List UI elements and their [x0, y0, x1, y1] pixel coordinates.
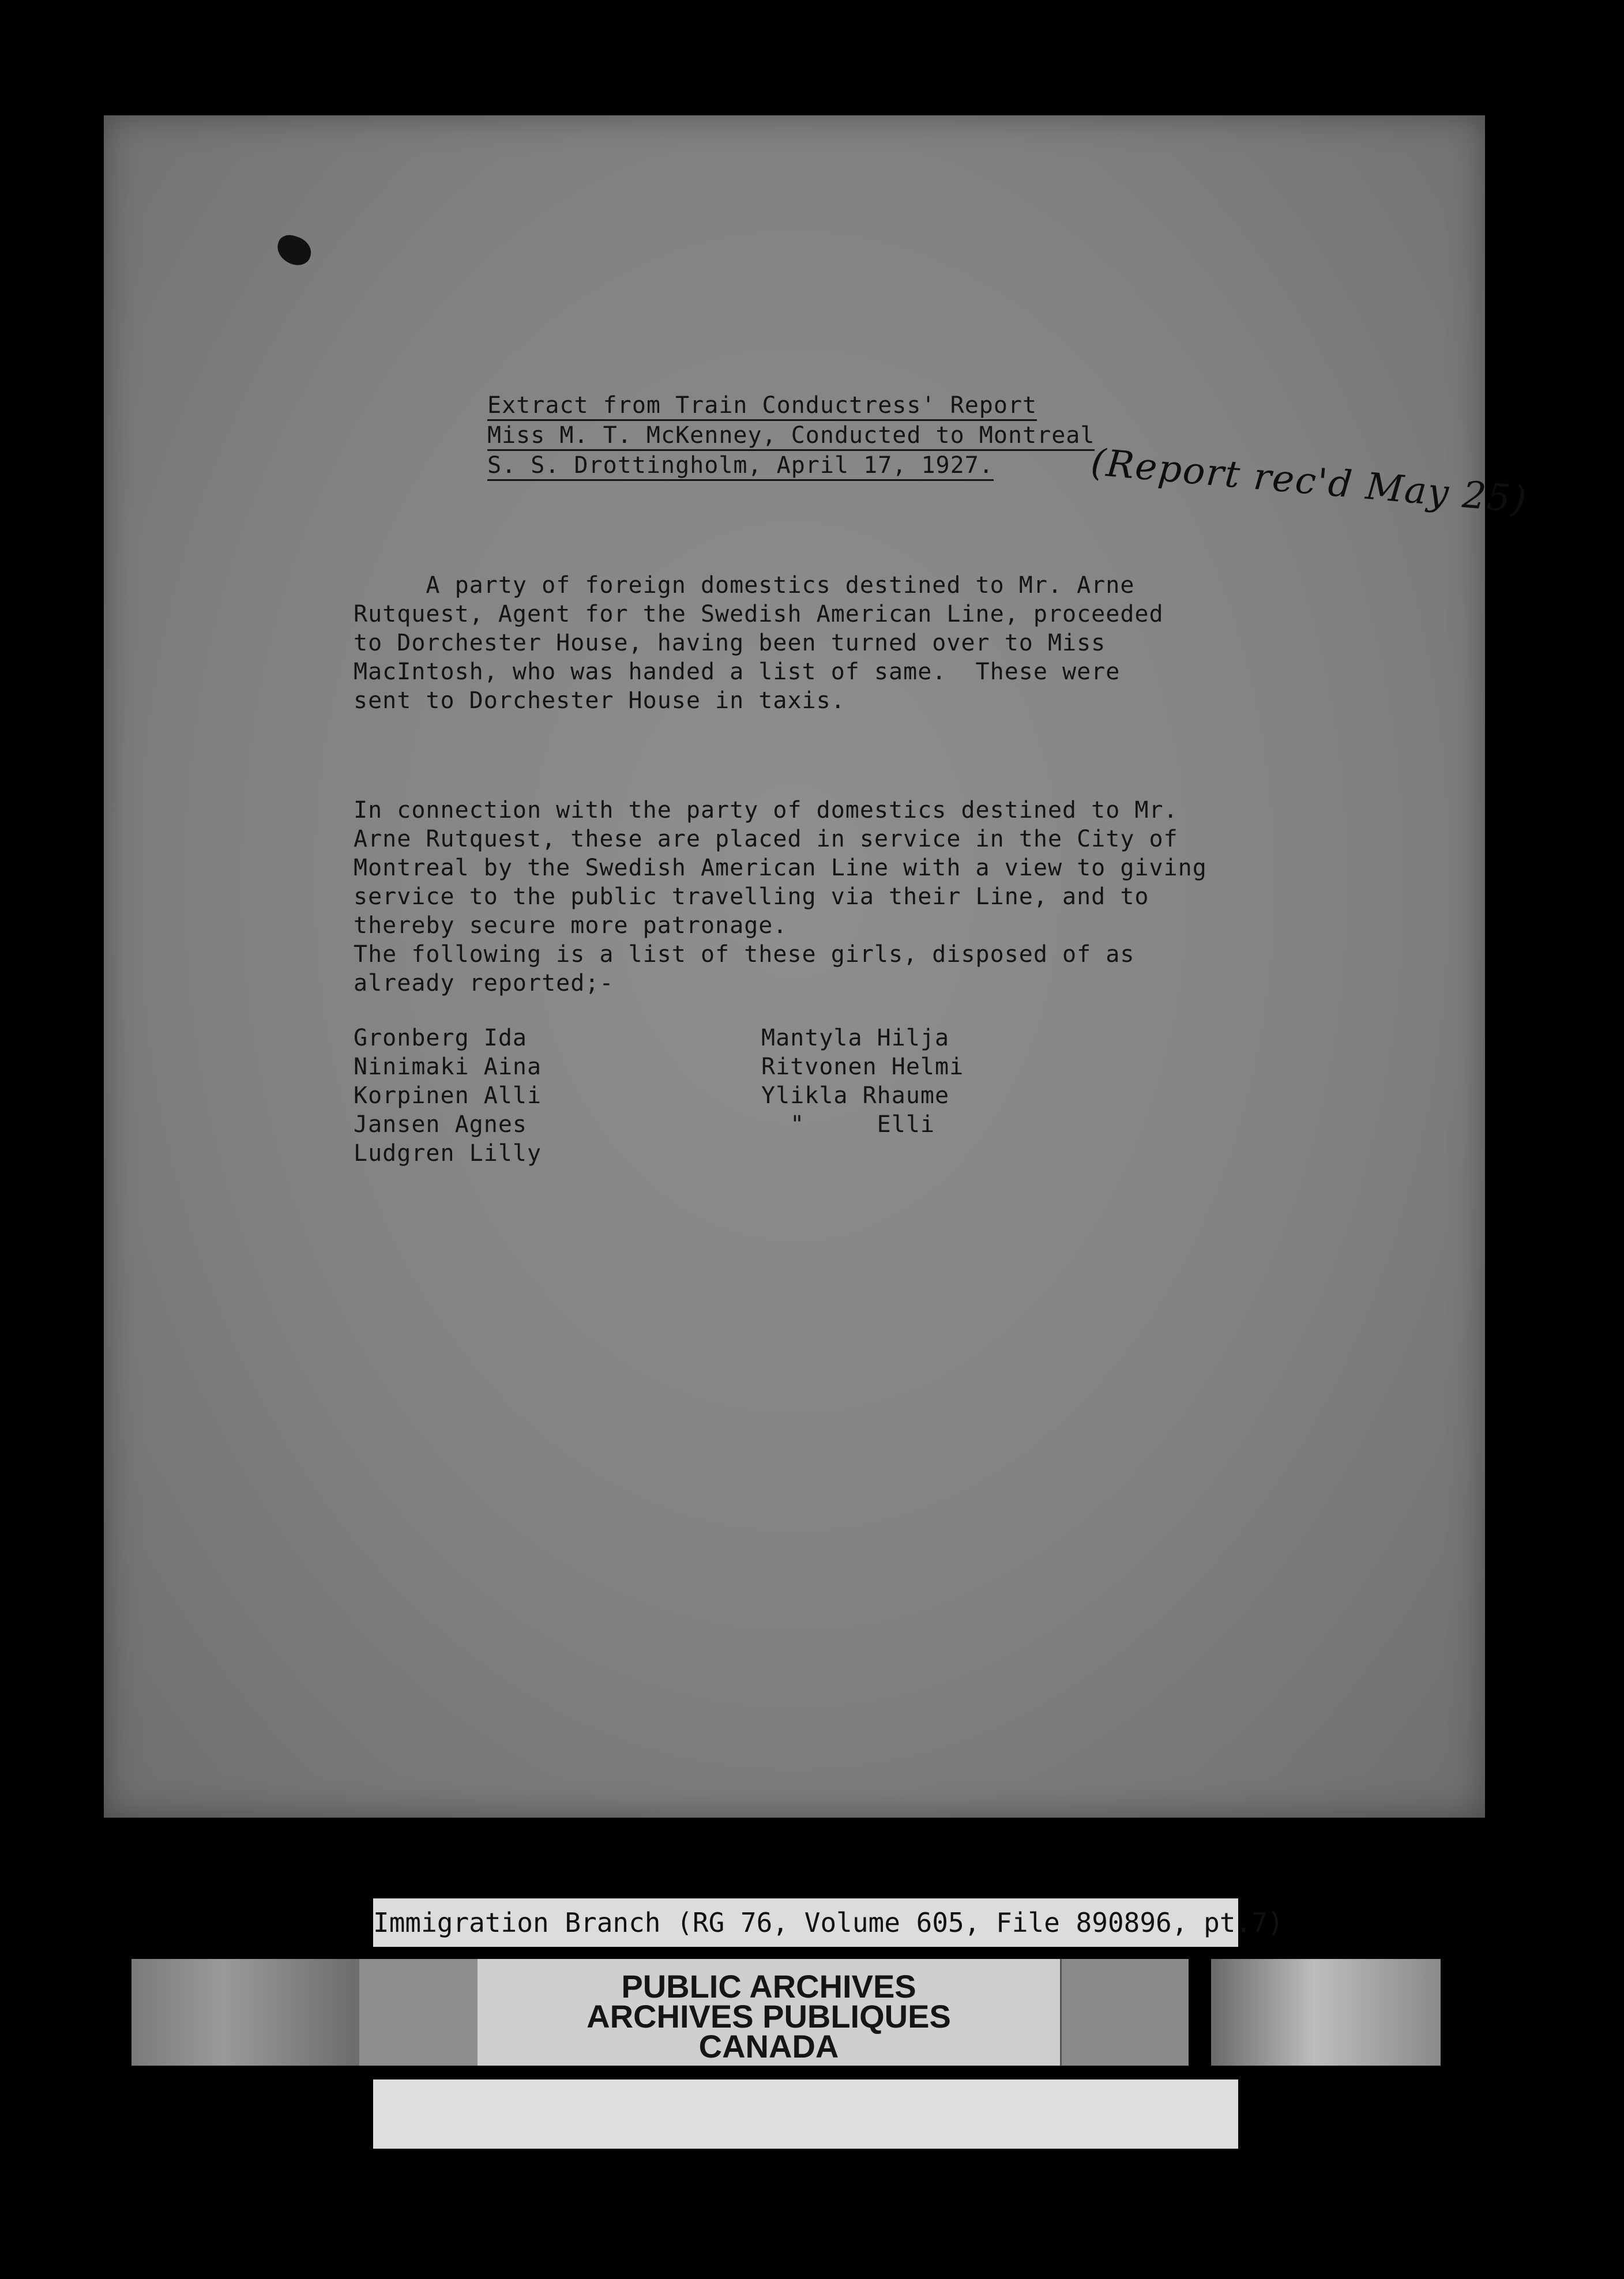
- ink-smudge: [273, 232, 315, 269]
- film-edge-left: [131, 1959, 359, 2066]
- names-list-right: Mantyla Hilja Ritvonen Helmi Ylikla Rhaume " Elli: [761, 1025, 964, 1138]
- header-line-3: S. S. Drottingholm, April 17, 1927.: [487, 452, 994, 481]
- document-page: [104, 115, 1529, 1818]
- header-line-1: Extract from Train Conductress' Report: [487, 392, 1037, 421]
- film-edge-right: [1211, 1959, 1441, 2066]
- names-list-left: Gronberg Ida Ninimaki Aina Korpinen Alli Jansen Agnes Ludgren Lilly: [354, 1025, 542, 1167]
- stamp-line-3: CANADA: [698, 2028, 839, 2064]
- archives-stamp: [478, 1959, 1060, 2066]
- stamp-line-1: PUBLIC ARCHIVES: [621, 1968, 916, 2005]
- paragraph-2: In connection with the party of domestics destined to Mr. Arne Rutquest, these are placed in service in the City of Montreal by the Swedish American Line with a view to giving service to the public travelling via their Line, and to thereby secure more patronage. The following is a list of these girls, disposed of as already reported;-: [354, 797, 1207, 996]
- archive-strip-lower: [373, 2079, 1238, 2149]
- handwritten-note: (Report rec'd May 25): [1089, 441, 1529, 522]
- film-frame-left: [359, 1959, 479, 2066]
- report-header: [487, 391, 1095, 481]
- paragraph-1: A party of foreign domestics destined to Mr. Arne Rutquest, Agent for the Swedish American Line, proceeded to Dorchester House, having been turned over to Miss MacIntosh, who was handed a list of same. These were sent to Dorchester House in taxis.: [354, 572, 1164, 714]
- film-frame-right: [1060, 1959, 1189, 2066]
- header-line-2: Miss M. T. McKenney, Conducted to Montreal: [487, 422, 1095, 451]
- archive-reference-label: Immigration Branch (RG 76, Volume 605, File 890896, pt.7): [373, 1898, 1238, 1947]
- stamp-line-2: ARCHIVES PUBLIQUES: [587, 1998, 951, 2034]
